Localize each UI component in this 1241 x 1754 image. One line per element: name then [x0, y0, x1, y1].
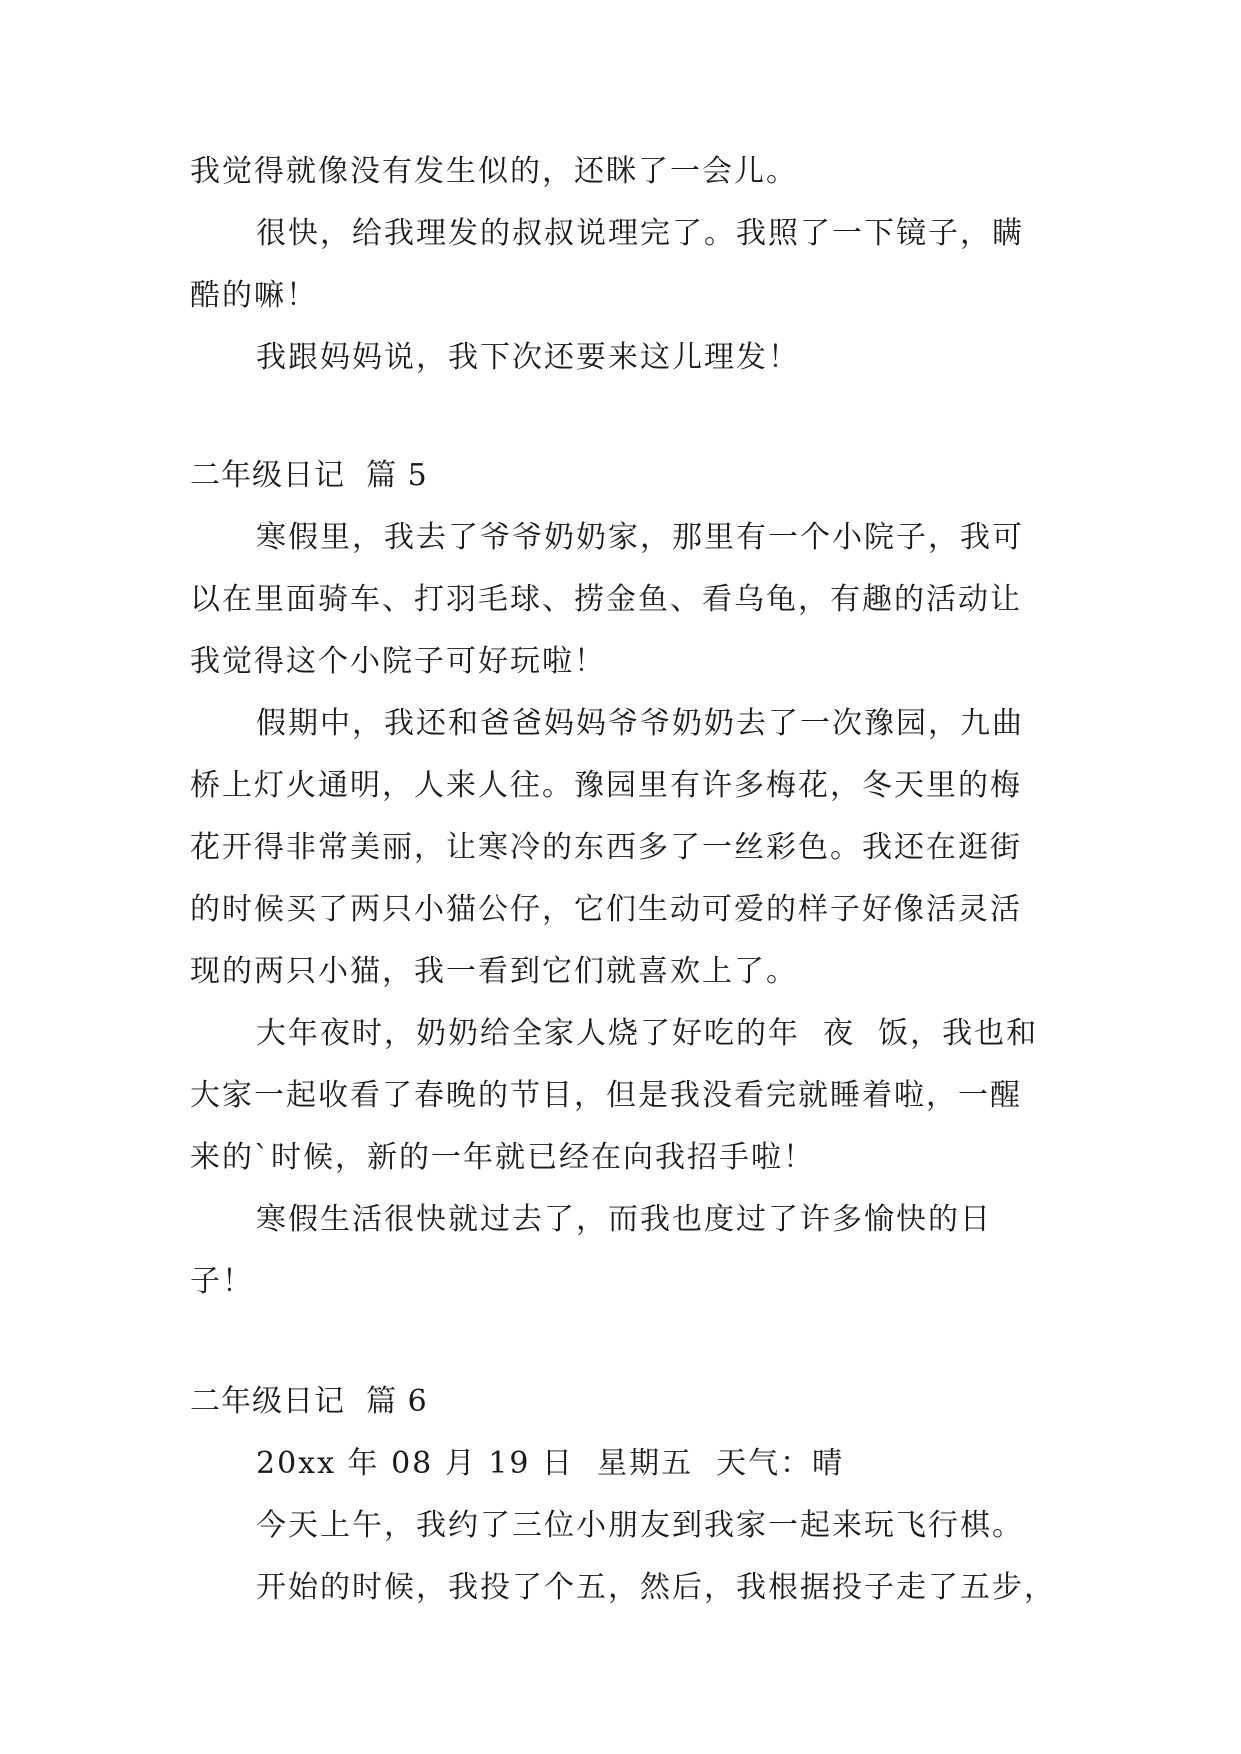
text-line: 以在里面骑车、打羽毛球、捞金鱼、看乌龟，有趣的活动让: [190, 582, 1022, 617]
text-line: 桥上灯火通明，人来人往。豫园里有许多梅花，冬天里的梅: [190, 768, 1022, 803]
text-line: 来的`时候，新的一年就已经在向我招手啦！: [190, 1140, 815, 1175]
text-line: 假期中，我还和爸爸妈妈爷爷奶奶去了一次豫园，九曲: [256, 706, 1024, 741]
text-line: 我觉得就像没有发生似的，还眯了一会儿。: [190, 154, 798, 189]
text-line: 我跟妈妈说，我下次还要来这儿理发！: [256, 340, 800, 375]
text-line: 大家一起收看了春晚的节目，但是我没看完就睡着啦，一醒: [190, 1078, 1022, 1113]
text-line: 开始的时候，我投了个五，然后，我根据投子走了五步，: [256, 1570, 1056, 1605]
text-line: 的时候买了两只小猫公仔，它们生动可爱的样子好像活灵活: [190, 892, 1022, 927]
section-heading: 二年级日记 篇 6: [190, 1384, 428, 1419]
text-line: 酷的嘛！: [190, 278, 318, 313]
text-line: 大年夜时，奶奶给全家人烧了好吃的年 夜 饭，我也和: [256, 1016, 1039, 1051]
section-heading: 二年级日记 篇 5: [190, 458, 428, 493]
text-line: 子！: [190, 1264, 254, 1299]
text-line: 很快，给我理发的叔叔说理完了。我照了一下镜子，瞒: [256, 216, 1024, 251]
text-line: 寒假生活很快就过去了，而我也度过了许多愉快的日: [256, 1202, 992, 1237]
text-line: 今天上午，我约了三位小朋友到我家一起来玩飞行棋。: [256, 1508, 1024, 1543]
text-line: 现的两只小猫，我一看到它们就喜欢上了。: [190, 954, 798, 989]
text-line: 花开得非常美丽，让寒冷的东西多了一丝彩色。我还在逛街: [190, 830, 1022, 865]
text-line: 寒假里，我去了爷爷奶奶家，那里有一个小院子，我可: [256, 520, 1024, 555]
text-line: 我觉得这个小院子可好玩啦！: [190, 644, 606, 679]
text-line: 20xx 年 08 月 19 日 星期五 天气：晴: [256, 1446, 845, 1481]
